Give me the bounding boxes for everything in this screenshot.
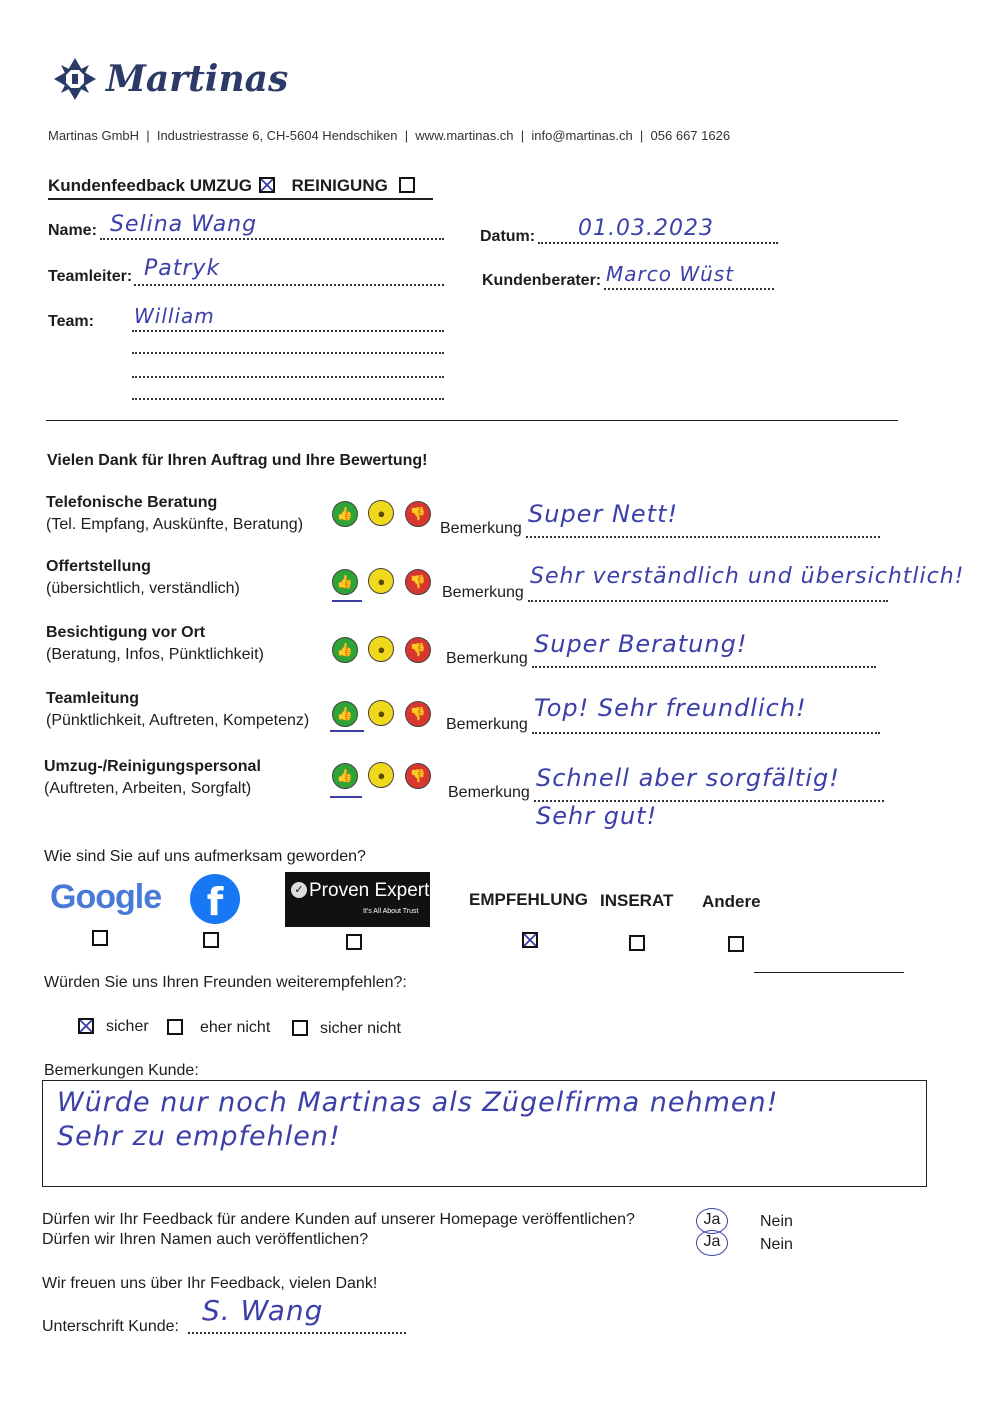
- rating-title: Telefonische Beratung: [46, 494, 218, 511]
- remark-field[interactable]: [528, 564, 965, 602]
- selected-underline: [330, 796, 362, 798]
- rating-faces: [332, 568, 442, 595]
- google-logo: Google: [50, 878, 162, 916]
- comments-line-1: Würde nur noch Martinas als Zügelfirma nehmen!: [57, 1087, 779, 1118]
- umzug-checkbox[interactable]: [259, 177, 275, 193]
- remark-field[interactable]: [532, 630, 876, 668]
- rating-title: Umzug-/Reinigungspersonal: [44, 758, 261, 775]
- remark-label: Bemerkung: [448, 784, 530, 801]
- reinigung-checkbox[interactable]: [399, 177, 415, 193]
- thanks-heading: Vielen Dank für Ihren Auftrag und Ihre Bewertung!: [47, 452, 428, 469]
- thumbs-down-icon[interactable]: 👎: [405, 763, 431, 789]
- recommend-question: Würden Sie uns Ihren Freunden weiterempfehlen?:: [44, 974, 407, 991]
- inserat-label: INSERAT: [600, 891, 674, 910]
- form-title-reinigung: REINIGUNG: [291, 176, 388, 195]
- form-title-umzug: Kundenfeedback UMZUG: [48, 176, 253, 195]
- thumbs-up-icon[interactable]: 👍: [332, 501, 358, 527]
- signature-field[interactable]: [188, 1294, 406, 1334]
- name-value: Selina Wang: [110, 212, 258, 237]
- signature-value: S. Wang: [202, 1294, 324, 1327]
- rating-title: Besichtigung vor Ort: [46, 624, 206, 641]
- recommend-sicher-nicht-checkbox[interactable]: [292, 1020, 308, 1036]
- empfehlung-label: EMPFEHLUNG: [469, 890, 588, 909]
- team-field-3[interactable]: [132, 354, 444, 378]
- thumbs-up-icon[interactable]: 👍: [332, 637, 358, 663]
- rating-subtitle: (übersichtlich, verständlich): [46, 580, 240, 597]
- rating-subtitle: (Tel. Empfang, Auskünfte, Beratung): [46, 516, 304, 533]
- rating-row: [44, 758, 944, 848]
- publish-1-nein[interactable]: Nein: [760, 1213, 793, 1230]
- rating-faces: [332, 700, 442, 727]
- kundenberater-label: Kundenberater:: [482, 272, 602, 289]
- neutral-face-icon[interactable]: ●: [368, 500, 394, 526]
- selected-underline: [332, 600, 362, 602]
- rating-row: [46, 558, 966, 608]
- neutral-face-icon[interactable]: ●: [368, 700, 394, 726]
- rating-faces: [332, 500, 442, 527]
- datum-value: 01.03.2023: [578, 216, 714, 241]
- remark-label: Bemerkung: [446, 650, 528, 667]
- name-label: Name:: [48, 222, 97, 239]
- remark-value: Sehr verständlich und übersichtlich!: [530, 564, 965, 589]
- remark-value: Schnell aber sorgfältig!: [536, 764, 840, 792]
- form-title: [48, 176, 433, 200]
- kundenberater-field[interactable]: [604, 262, 774, 290]
- publish-2-nein[interactable]: Nein: [760, 1236, 793, 1253]
- rating-row: [46, 624, 946, 674]
- recommend-eher-nicht-label: eher nicht: [200, 1019, 271, 1036]
- remark-field[interactable]: [532, 694, 880, 734]
- thumbs-up-icon[interactable]: 👍: [332, 763, 358, 789]
- rating-row: [46, 690, 946, 740]
- publish-question-2: Dürfen wir Ihren Namen auch veröffentlichen?: [42, 1231, 369, 1248]
- closing-text: Wir freuen uns über Ihr Feedback, vielen Dank!: [42, 1275, 378, 1292]
- rating-faces: [332, 762, 442, 789]
- remark-value: Super Beratung!: [534, 630, 748, 658]
- rating-title: Offertstellung: [46, 558, 151, 575]
- signature-label: Unterschrift Kunde:: [42, 1318, 179, 1335]
- thumbs-up-icon[interactable]: 👍: [332, 569, 358, 595]
- selected-underline: [330, 730, 364, 732]
- team-label: Team:: [48, 313, 94, 330]
- company-info-line: Martinas GmbH | Industriestrasse 6, CH-5604 Hendschiken | www.martinas.ch | info@martinas.ch | 056 667 1626: [48, 128, 731, 143]
- remark-label: Bemerkung: [446, 716, 528, 733]
- teamleiter-field[interactable]: [134, 258, 444, 286]
- empfehlung-checkbox[interactable]: [522, 932, 538, 948]
- comments-box[interactable]: [42, 1080, 927, 1187]
- proven-expert-logo: ✓ Proven Expert It's All About Trust: [285, 872, 430, 927]
- logo-mark-icon: [52, 56, 98, 102]
- brand-name: Martinas: [106, 58, 289, 100]
- rating-title: Teamleitung: [46, 690, 140, 707]
- thumbs-down-icon[interactable]: 👎: [405, 501, 431, 527]
- thumbs-down-icon[interactable]: 👎: [405, 637, 431, 663]
- rating-row: [46, 494, 946, 544]
- team-value: William: [134, 304, 215, 328]
- publish-1-ja[interactable]: Ja: [696, 1208, 728, 1234]
- name-field[interactable]: [100, 212, 444, 240]
- inserat-checkbox[interactable]: [629, 935, 645, 951]
- datum-label: Datum:: [480, 228, 536, 245]
- andere-label: Andere: [702, 892, 761, 911]
- remark-field[interactable]: [526, 500, 880, 538]
- source-question: Wie sind Sie auf uns aufmerksam geworden?: [44, 848, 366, 865]
- proven-expert-checkbox[interactable]: [346, 934, 362, 950]
- remark-field[interactable]: [534, 764, 884, 802]
- datum-field[interactable]: [538, 216, 778, 244]
- rating-subtitle: (Beratung, Infos, Pünktlichkeit): [46, 646, 264, 663]
- recommend-eher-nicht-checkbox[interactable]: [167, 1019, 183, 1035]
- remark-label: Bemerkung: [440, 520, 522, 537]
- remark-label: Bemerkung: [442, 584, 524, 601]
- neutral-face-icon[interactable]: ●: [368, 762, 394, 788]
- publish-question-1: Dürfen wir Ihr Feedback für andere Kunden auf unserer Homepage veröffentlichen?: [42, 1211, 635, 1228]
- thumbs-down-icon[interactable]: 👎: [405, 701, 431, 727]
- rating-subtitle: (Pünktlichkeit, Auftreten, Kompetenz): [46, 712, 310, 729]
- kundenberater-value: Marco Wüst: [606, 262, 735, 286]
- comments-line-2: Sehr zu empfehlen!: [57, 1121, 341, 1152]
- publish-2-ja[interactable]: Ja: [696, 1230, 728, 1256]
- remark-value-line2: Sehr gut!: [536, 802, 658, 830]
- divider: [46, 420, 898, 421]
- rating-faces: [332, 636, 442, 663]
- recommend-sicher-nicht-label: sicher nicht: [320, 1020, 401, 1037]
- remark-value: Top! Sehr freundlich!: [534, 694, 807, 722]
- team-field-4[interactable]: [132, 378, 444, 400]
- recommend-sicher-checkbox[interactable]: [78, 1018, 94, 1034]
- thumbs-up-icon[interactable]: 👍: [332, 701, 358, 727]
- team-field-2[interactable]: [132, 330, 444, 354]
- neutral-face-icon[interactable]: ●: [368, 568, 394, 594]
- team-field-1[interactable]: [132, 306, 444, 332]
- logo: [52, 56, 292, 106]
- facebook-icon: f: [190, 874, 240, 924]
- recommend-sicher-label: sicher: [106, 1018, 149, 1035]
- thumbs-down-icon[interactable]: 👎: [405, 569, 431, 595]
- andere-field[interactable]: [754, 972, 904, 973]
- teamleiter-value: Patryk: [144, 256, 221, 281]
- remark-value: Super Nett!: [528, 500, 679, 528]
- google-checkbox[interactable]: [92, 930, 108, 946]
- proven-expert-check-icon: ✓: [291, 882, 307, 898]
- teamleiter-label: Teamleiter:: [48, 268, 133, 285]
- comments-label: Bemerkungen Kunde:: [44, 1062, 199, 1079]
- facebook-checkbox[interactable]: [203, 932, 219, 948]
- rating-subtitle: (Auftreten, Arbeiten, Sorgfalt): [44, 780, 252, 797]
- neutral-face-icon[interactable]: ●: [368, 636, 394, 662]
- andere-checkbox[interactable]: [728, 936, 744, 952]
